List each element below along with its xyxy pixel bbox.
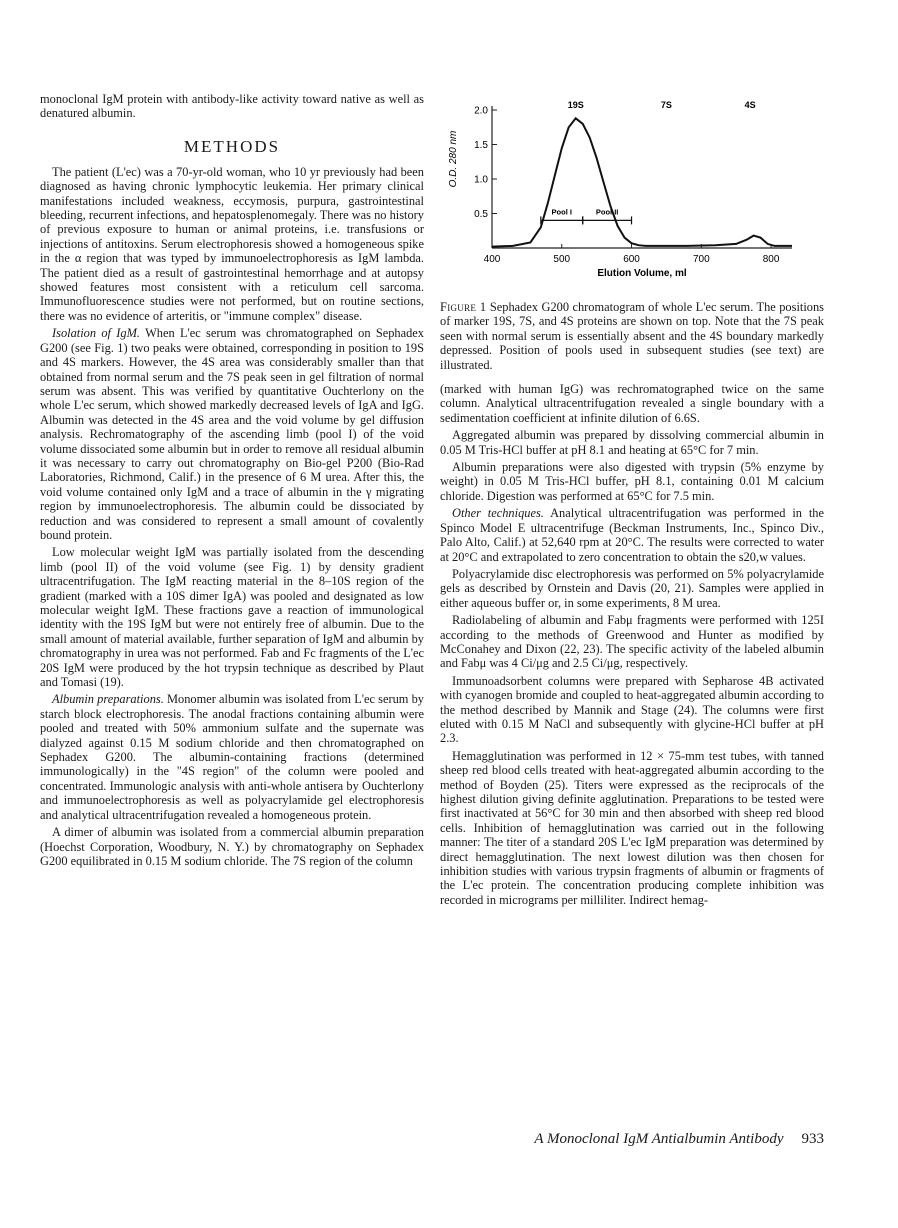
caption-text: Sephadex G200 chromatogram of whole L'ec serum. The positions of marker 19S, 7S, and 4S proteins are shown on top. Note that the 7S peak seen with normal serum is essentially absent and the 4S boundary markedly depressed. Position of pools used in subsequent studies (see text) are illustrated.: [440, 300, 824, 372]
isolation-label: Isolation of IgM.: [52, 326, 141, 341]
figure-caption: [440, 300, 824, 372]
albumin-paragraph: [40, 692, 424, 822]
immunoadsorbent-paragraph: Immunoadsorbent columns were prepared with Sepharose 4B activated with cyanogen bromide and coupled to heat-aggregated albumin according to the method described by Mannik and Stage (24). The columns were first eluted with 0.15 M NaCl and subsequently with glycine-HCl buffer at pH 2.3.: [440, 673, 824, 746]
other-text: Analytical ultracentrifugation was performed in the Spinco Model E ultracentrifuge (Beckman Instruments, Inc., Spinco Div., Palo Alto, Calif.) at 52,640 rpm at 20°C. The results were corrected to water at 20°C and extrapolated to zero concentration to obtain the s20,w values.: [440, 506, 825, 564]
pool-label: Pool I: [551, 207, 572, 217]
marker-label: 4S: [744, 100, 756, 110]
intro-paragraph: monoclonal IgM protein with antibody-like activity toward native as well as denatured albumin.: [40, 92, 424, 121]
radiolabeling-paragraph: Radiolabeling of albumin and Fabμ fragments were performed with 125I according to the methods of Greenwood and Hunter as modified by McConahey and Dixon (22, 23). The specific activity of the labeled albumin and Fabμ was 4 Ci/μg and 2.5 Ci/μg, respectively.: [440, 613, 824, 671]
x-tick-label: 800: [762, 254, 780, 265]
page-number: 933: [801, 1131, 824, 1147]
chromatogram-chart: [440, 96, 824, 292]
y-tick-label: 2.0: [474, 105, 488, 117]
isolation-text: When L'ec serum was chromatographed on Sephadex G200 (see Fig. 1) two peaks were obtained, corresponding in position to 19S and 4S markers. However, the 4S area was considerably smaller than that obtained from normal serum and the 7S peak seen in gel filtration of normal serum was absent. This was verified by quantitative Ouchterlony on the whole L'ec serum, which showed markedly decreased levels of IgA and IgG. Albumin was detected in the 4S area and the void volume by gel diffusion analysis. Rechromatography of the ascending limb (pool I) of the void volume dissociated some albumin but in order to remove all residual albumin it was necessary to carry out chromatography on Bio-gel P200 (Bio-Rad Laboratories, Richmond, Calif.) in the presence of 6 M urea. After this, the void volume contained only IgM and a trace of albumin in the γ migrating region by immunoelectrophoresis. The albumin could be dissociated by reduction and was considered to represent a small amount of covalently bound protein.: [40, 326, 424, 542]
y-tick-label: 1.5: [474, 140, 488, 151]
trypsin-paragraph: Albumin preparations were also digested with trypsin (5% enzyme by weight) in 0.05 M Tris-HCl buffer, pH 8.1, containing 0.01 M calcium chloride. Digestion was performed at 65°C for 7.5 min.: [440, 460, 824, 503]
marker-label: 19S: [567, 100, 584, 110]
x-tick-label: 500: [553, 254, 571, 265]
left-column: [40, 92, 424, 871]
methods-heading: METHODS: [183, 136, 281, 156]
x-axis-label: Elution Volume, ml: [597, 268, 687, 279]
y-tick-label: 1.0: [474, 174, 488, 186]
low-mw-paragraph: Low molecular weight IgM was partially isolated from the descending limb (pool II) of the void volume (see Fig. 1) by density gradient ultracentrifugation. The IgM reacting material in the 8–10S region of the gradient (marked with a 10S dimer IgA) was pooled and designated as low molecular weight IgM. These fractions gave a reaction of immunological identity with the 19S IgM but were not entirely free of albumin. Due to the small amount of material available, further separation of IgM and albumin by chromatography in urea was not performed. Fab and Fc fragments of the L'ec 20S IgM were produced by the hot trypsin technique as described by Plaut and Tomasi (19).: [40, 545, 424, 690]
caption-label: Figure 1: [440, 300, 487, 314]
x-tick-label: 600: [623, 254, 640, 265]
figure-1: [440, 96, 824, 292]
other-techniques-paragraph: [440, 506, 824, 564]
patient-paragraph: The patient (L'ec) was a 70-yr-old woman, who 10 yr previously had been diagnosed as having chronic lymphocytic leukemia. Her primary clinical manifestations included weakness, eccymosis, purpura, gastrointestinal bleeding, recurrent infections, and hepatosplenomegaly. There was no history of previous exposure to human or animal proteins, i.e. transfusions or injections of antitoxins. Serum electrophoresis showed a homogeneous spike in the α region that was typed by immunoelectrophoresis as IgM lambda. The patient died as a result of gastrointestinal hemorrhage and at autopsy showed features most consistent with a reticulum cell sarcoma. Immunofluorescence studies were not performed, but on routine sections, there was no evidence of arteritis, or "immune complex" disease.: [40, 164, 424, 323]
isolation-paragraph: [40, 326, 424, 542]
polyacrylamide-paragraph: Polyacrylamide disc electrophoresis was performed on 5% polyacrylamide gels as described by Ornstein and Davis (20, 21). Samples were applied in either aqueous buffer or, in some experiments, 8 M urea.: [440, 566, 824, 610]
albumin-text: Monomer albumin was isolated from L'ec serum by starch block electrophoresis. The anodal fractions containing albumin were pooled and treated with 50% ammonium sulfate and the supernate was dialyzed against 0.15 M sodium chloride and then chromatographed on Sephadex G200. The albumin-containing fractions (determined immunologically) in the "4S region" of the column were pooled and concentrated. Immunologic analysis with anti-whole antisera by Ouchterlony and immunoelectrophoresis as well as polyacrylamide gel electrophoresis and analytical ultracentrifugation revealed a homogeneous protein.: [40, 692, 425, 822]
running-title: A Monoclonal IgM Antialbumin Antibody: [534, 1131, 784, 1147]
elution-curve: [492, 118, 792, 246]
y-tick-label: 0.5: [474, 209, 488, 220]
right-column: [440, 96, 824, 910]
hemagglutination-paragraph: Hemagglutination was performed in 12 × 75-mm test tubes, with tanned sheep red blood cells treated with heat-aggregated albumin according to the method of Boyden (25). Titers were expressed as the reciprocals of the highest dilution giving definite agglutination. Preparations to be tested were first inactivated at 56°C for 30 min and then absorbed with sheep red blood cells. Inhibition of hemagglutination was carried out in the following manner: The titer of a standard 20S L'ec IgM preparation was determined by direct hemagglutination. The next lowest dilution was then chosen for inhibition studies with various trypsin fragments of albumin or fragments of the L'ec protein. The concentration producing complete inhibition was recorded in micrograms per milliliter. Indirect hemag-: [440, 748, 824, 907]
x-tick-label: 400: [483, 254, 501, 265]
marker-label: 7S: [660, 100, 672, 110]
aggregated-paragraph: Aggregated albumin was prepared by dissolving commercial albumin in 0.05 M Tris-HCl buffer at pH 8.1 and heating at 65°C for 7 min.: [440, 428, 824, 457]
page-footer: [440, 1131, 824, 1148]
albumin-label: Albumin preparations.: [52, 692, 164, 707]
pool-label: Pool II: [595, 207, 619, 217]
continued-paragraph: (marked with human IgG) was rechromatographed twice on the same column. Analytical ultracentrifugation revealed a single boundary with a sedimentation coefficient at infinite dilution of 6.6S.: [440, 382, 824, 425]
dimer-paragraph: A dimer of albumin was isolated from a commercial albumin preparation (Hoechst Corporation, Woodbury, N. Y.) by chromatography on Sephadex G200 equilibrated in 0.15 M sodium chloride. The 7S region of the column: [40, 825, 424, 868]
y-axis-label: O.D. 280 nm: [448, 130, 459, 188]
other-label: Other techniques.: [452, 506, 544, 521]
x-tick-label: 700: [692, 254, 710, 265]
